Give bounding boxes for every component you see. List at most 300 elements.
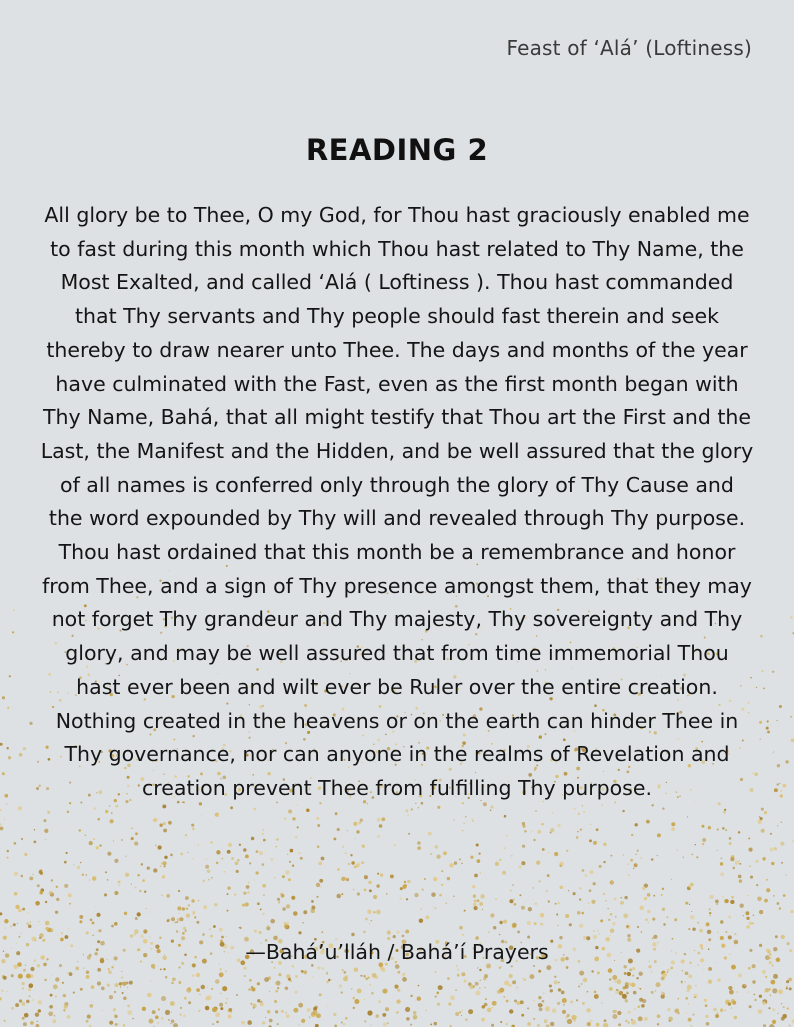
gold-dot	[383, 1023, 387, 1027]
gold-dot	[728, 935, 732, 939]
gold-dot	[265, 1017, 266, 1018]
gold-dot	[300, 857, 303, 860]
gold-dot	[345, 1017, 348, 1020]
gold-dot	[762, 970, 766, 974]
gold-dot	[764, 991, 766, 993]
gold-dot	[44, 979, 46, 981]
gold-dot	[512, 980, 516, 984]
gold-dot	[107, 879, 109, 881]
gold-dot	[97, 981, 101, 985]
gold-dot	[756, 884, 758, 886]
gold-dot	[225, 970, 227, 972]
gold-dot	[688, 1018, 692, 1022]
gold-dot	[499, 921, 502, 924]
gold-dot	[183, 927, 186, 930]
gold-dot	[44, 829, 48, 833]
gold-dot	[35, 901, 40, 906]
gold-dot	[386, 893, 388, 895]
gold-dot	[475, 990, 480, 995]
gold-dot	[667, 971, 668, 972]
gold-dot	[11, 1007, 14, 1010]
gold-dot	[373, 895, 377, 899]
gold-dot	[376, 910, 381, 915]
gold-dot	[151, 964, 155, 968]
gold-dot	[120, 986, 121, 987]
gold-dot	[243, 967, 246, 970]
gold-dot	[695, 844, 696, 845]
gold-dot	[534, 922, 537, 925]
gold-dot	[178, 981, 181, 984]
gold-dot	[24, 1013, 29, 1018]
gold-dot	[311, 900, 314, 903]
gold-dot	[730, 900, 734, 904]
gold-dot	[274, 877, 275, 878]
gold-dot	[311, 906, 315, 910]
gold-dot	[295, 836, 297, 838]
gold-dot	[435, 995, 437, 997]
gold-dot	[689, 904, 690, 905]
gold-dot	[115, 1023, 118, 1026]
gold-dot	[228, 1015, 232, 1019]
gold-dot	[295, 975, 298, 978]
reading-passage: All glory be to Thee, O my God, for Thou hast graciously enabled me to fast during this month which Thou hast related to Thy Name, the Most Exalted, and called ‘Alá ( Loftiness ). Thou hast commanded that Thy servants and Thy people should fast therein and seek thereby to draw nearer unto Thee. The days and months of the year have culminated with the Fast, even as the first month began with Thy Name, Bahá, that all might testify that Thou art the First and the Last, the Manifest and the Hidden, and be well assured that the glory of all names is conferred only through the glory of Thy Cause and the word expounded by Thy will and revealed through Thy purpose. Thou hast ordained that this month be a remembrance and honor from Thee, and a sign of Thy presence amongst them, that they may not forget Thy grandeur and Thy majesty, Thy sovereignty and Thy glory, and may be well assured that from time immemorial Thou hast ever been and wilt ever be Ruler over the entire creation. Nothing created in the heavens or on the earth can hinder Thee in Thy governance, nor can anyone in the realms of Revelation and creation prevent Thee from fulfilling Thy purpose.	[40, 203, 754, 800]
gold-dot	[298, 1003, 303, 1008]
gold-dot	[108, 970, 112, 974]
gold-dot	[501, 966, 502, 967]
gold-dot	[535, 903, 537, 905]
gold-dot	[345, 975, 347, 977]
gold-dot	[382, 989, 387, 994]
gold-dot	[536, 861, 540, 865]
gold-dot	[772, 671, 774, 673]
gold-dot	[13, 609, 15, 611]
gold-dot	[292, 817, 295, 820]
gold-dot	[107, 852, 111, 856]
gold-dot	[748, 991, 750, 993]
gold-dot	[408, 833, 410, 835]
gold-dot	[239, 927, 241, 929]
gold-dot	[523, 978, 526, 981]
feast-title: Feast of ‘Alá’ (Loftiness)	[506, 36, 752, 60]
gold-dot	[140, 935, 143, 938]
gold-dot	[555, 903, 557, 905]
gold-dot	[186, 914, 190, 918]
gold-dot	[748, 895, 749, 896]
gold-dot	[369, 984, 371, 986]
gold-dot	[402, 935, 405, 938]
gold-dot	[92, 876, 96, 880]
gold-dot	[153, 818, 157, 822]
gold-dot	[237, 859, 239, 861]
gold-dot	[380, 874, 383, 877]
gold-dot	[215, 1012, 220, 1017]
gold-dot	[780, 790, 782, 792]
gold-dot	[285, 1012, 286, 1013]
gold-dot	[155, 845, 156, 846]
gold-dot	[379, 824, 383, 828]
gold-dot	[79, 829, 81, 831]
gold-dot	[160, 969, 162, 971]
gold-dot	[770, 980, 775, 985]
gold-dot	[254, 930, 257, 933]
gold-dot	[54, 1015, 56, 1017]
gold-dot	[728, 986, 732, 990]
gold-dot	[114, 891, 118, 895]
gold-dot	[127, 987, 128, 988]
gold-dot	[502, 871, 506, 875]
gold-dot	[225, 1002, 227, 1004]
gold-dot	[17, 923, 18, 924]
gold-dot	[648, 965, 651, 968]
gold-dot	[781, 862, 783, 864]
gold-dot	[14, 892, 17, 895]
gold-dot	[321, 931, 323, 933]
gold-dot	[550, 989, 553, 992]
gold-dot	[404, 881, 406, 883]
gold-dot	[548, 900, 550, 902]
gold-dot	[760, 635, 763, 638]
gold-dot	[547, 874, 550, 877]
gold-dot	[395, 964, 400, 969]
gold-dot	[749, 922, 752, 925]
gold-dot	[263, 829, 265, 831]
gold-dot	[363, 975, 366, 978]
gold-dot	[60, 989, 61, 990]
gold-dot	[579, 971, 584, 976]
gold-dot	[184, 997, 187, 1000]
gold-dot	[301, 1019, 305, 1023]
gold-dot	[441, 884, 443, 886]
gold-dot	[720, 872, 724, 876]
gold-dot	[722, 827, 725, 830]
gold-dot	[577, 911, 581, 915]
gold-dot	[499, 859, 501, 861]
gold-dot	[762, 857, 765, 860]
gold-dot	[417, 997, 421, 1001]
gold-dot	[309, 1017, 310, 1018]
gold-dot	[671, 827, 675, 831]
gold-dot	[421, 888, 423, 890]
gold-dot	[634, 1008, 636, 1010]
gold-dot	[637, 850, 639, 852]
gold-dot	[396, 999, 400, 1003]
gold-dot	[361, 844, 365, 848]
gold-dot	[495, 898, 497, 900]
gold-dot	[147, 993, 152, 998]
gold-dot	[477, 899, 480, 902]
gold-dot	[538, 996, 541, 999]
gold-dot	[63, 994, 66, 997]
gold-dot	[669, 1020, 671, 1022]
gold-dot	[269, 1019, 273, 1023]
gold-dot	[341, 991, 343, 993]
gold-dot	[205, 996, 209, 1000]
gold-dot	[599, 865, 602, 868]
gold-dot	[485, 998, 487, 1000]
gold-dot	[216, 862, 219, 865]
gold-dot	[288, 878, 291, 881]
gold-dot	[550, 828, 554, 832]
gold-dot	[371, 992, 374, 995]
gold-dot	[295, 991, 298, 994]
gold-dot	[438, 986, 442, 990]
gold-dot	[381, 968, 385, 972]
gold-dot	[316, 1013, 321, 1018]
gold-dot	[615, 990, 619, 994]
gold-dot	[612, 1014, 617, 1019]
gold-dot	[681, 981, 683, 983]
gold-dot	[245, 902, 249, 906]
gold-dot	[82, 873, 85, 876]
gold-dot	[636, 977, 638, 979]
gold-dot	[739, 879, 742, 882]
gold-dot	[709, 915, 710, 916]
gold-dot	[639, 972, 643, 976]
gold-dot	[587, 991, 589, 993]
gold-dot	[259, 851, 263, 855]
gold-dot	[251, 837, 254, 840]
gold-dot	[220, 1007, 223, 1010]
gold-dot	[609, 978, 611, 980]
gold-dot	[703, 969, 704, 970]
gold-dot	[337, 868, 339, 870]
gold-dot	[205, 1006, 210, 1011]
gold-dot	[113, 964, 114, 965]
gold-dot	[381, 817, 385, 821]
gold-dot	[331, 979, 332, 980]
gold-dot	[739, 860, 740, 861]
gold-dot	[45, 901, 47, 903]
gold-dot	[236, 870, 239, 873]
gold-dot	[509, 974, 513, 978]
gold-dot	[79, 915, 83, 919]
gold-dot	[752, 964, 756, 968]
gold-dot	[685, 971, 689, 975]
gold-dot	[326, 973, 328, 975]
gold-dot	[559, 936, 562, 939]
gold-dot	[275, 990, 278, 993]
gold-dot	[732, 1001, 736, 1005]
gold-dot	[21, 1002, 25, 1006]
gold-dot	[124, 912, 127, 915]
gold-dot	[790, 910, 793, 913]
gold-dot	[188, 1001, 191, 1004]
gold-dot	[248, 988, 251, 991]
gold-dot	[339, 984, 342, 987]
gold-dot	[192, 827, 195, 830]
gold-dot	[47, 811, 50, 814]
gold-dot	[321, 967, 324, 970]
gold-dot	[250, 1003, 252, 1005]
gold-dot	[479, 969, 481, 971]
gold-dot	[208, 879, 209, 880]
gold-dot	[707, 930, 712, 935]
gold-dot	[693, 1014, 695, 1016]
gold-dot	[432, 906, 433, 907]
gold-dot	[772, 988, 777, 993]
gold-dot	[415, 1000, 416, 1001]
gold-dot	[472, 818, 473, 819]
reading-heading: READING 2	[305, 133, 489, 167]
gold-dot	[558, 988, 561, 991]
gold-dot	[751, 922, 753, 924]
gold-dot	[269, 991, 270, 992]
gold-dot	[291, 896, 295, 900]
gold-dot	[396, 930, 399, 933]
gold-dot	[67, 1015, 71, 1019]
gold-dot	[661, 993, 663, 995]
gold-dot	[4, 794, 8, 798]
gold-dot	[369, 923, 370, 924]
gold-dot	[681, 983, 682, 984]
gold-dot	[45, 921, 50, 926]
gold-dot	[196, 921, 199, 924]
gold-dot	[360, 819, 363, 822]
gold-dot	[114, 922, 118, 926]
gold-dot	[767, 720, 769, 722]
gold-dot	[457, 974, 460, 977]
gold-dot	[534, 1000, 535, 1001]
gold-dot	[22, 1017, 25, 1020]
gold-dot	[512, 884, 514, 886]
gold-dot	[692, 928, 695, 931]
gold-dot	[490, 810, 492, 812]
gold-dot	[119, 982, 122, 985]
gold-dot	[0, 823, 2, 825]
gold-dot	[202, 933, 205, 936]
gold-dot	[640, 988, 642, 990]
gold-dot	[183, 1015, 185, 1017]
gold-dot	[573, 892, 576, 895]
gold-dot	[713, 1008, 717, 1012]
gold-dot	[104, 893, 107, 896]
gold-dot	[691, 854, 692, 855]
gold-dot	[286, 1014, 290, 1018]
gold-dot	[617, 1011, 621, 1015]
gold-dot	[528, 907, 532, 911]
gold-dot	[216, 814, 219, 817]
gold-dot	[535, 810, 537, 812]
gold-dot	[663, 923, 665, 925]
gold-dot	[178, 890, 180, 892]
gold-dot	[4, 819, 5, 820]
gold-dot	[774, 847, 777, 850]
gold-dot	[97, 968, 101, 972]
gold-dot	[364, 875, 368, 879]
gold-dot	[631, 1019, 633, 1021]
gold-dot	[285, 987, 289, 991]
gold-dot	[165, 976, 168, 979]
gold-dot	[483, 977, 486, 980]
gold-dot	[612, 922, 615, 925]
gold-dot	[729, 837, 732, 840]
gold-dot	[173, 1023, 178, 1027]
gold-dot	[64, 861, 67, 864]
gold-dot	[176, 921, 178, 923]
gold-dot	[455, 1012, 459, 1016]
gold-dot	[783, 894, 786, 897]
gold-dot	[97, 818, 100, 821]
gold-dot	[170, 1001, 175, 1006]
gold-dot	[13, 923, 16, 926]
gold-dot	[406, 1017, 410, 1021]
gold-dot	[540, 923, 542, 925]
gold-dot	[93, 838, 95, 840]
gold-dot	[756, 687, 757, 688]
gold-dot	[666, 916, 668, 918]
gold-dot	[34, 829, 35, 830]
gold-dot	[461, 863, 462, 864]
gold-dot	[671, 879, 672, 880]
gold-dot	[783, 1006, 785, 1008]
gold-dot	[39, 933, 43, 937]
gold-dot	[582, 1002, 585, 1005]
gold-dot	[219, 972, 224, 977]
gold-dot	[777, 764, 780, 767]
gold-dot	[524, 830, 527, 833]
gold-dot	[733, 867, 736, 870]
gold-dot	[157, 845, 161, 849]
gold-dot	[615, 1010, 617, 1012]
gold-dot	[180, 853, 183, 856]
gold-dot	[686, 1012, 687, 1013]
gold-dot	[228, 843, 232, 847]
gold-dot	[638, 988, 640, 990]
gold-dot	[321, 857, 325, 861]
gold-dot	[159, 824, 162, 827]
gold-dot	[121, 839, 123, 841]
gold-dot	[23, 747, 26, 750]
gold-dot	[134, 934, 136, 936]
gold-dot	[258, 931, 261, 934]
gold-dot	[434, 845, 438, 849]
gold-dot	[298, 852, 300, 854]
gold-dot	[516, 1001, 520, 1005]
gold-dot	[508, 984, 511, 987]
gold-dot	[593, 930, 595, 932]
gold-dot	[292, 965, 294, 967]
gold-dot	[7, 850, 9, 852]
gold-dot	[640, 857, 641, 858]
gold-dot	[770, 995, 772, 997]
gold-dot	[789, 987, 792, 990]
gold-dot	[789, 1025, 791, 1027]
gold-dot	[28, 925, 32, 929]
gold-dot	[443, 851, 447, 855]
gold-dot	[37, 884, 40, 887]
gold-dot	[157, 1022, 159, 1024]
gold-dot	[161, 894, 163, 896]
gold-dot	[739, 863, 741, 865]
gold-dot	[246, 885, 250, 889]
gold-dot	[317, 966, 320, 969]
gold-dot	[28, 912, 29, 913]
gold-dot	[141, 863, 143, 865]
gold-dot	[586, 1010, 587, 1011]
gold-dot	[579, 887, 581, 889]
gold-dot	[28, 983, 33, 988]
gold-dot	[532, 887, 534, 889]
gold-dot	[357, 892, 360, 895]
gold-dot	[301, 970, 304, 973]
gold-dot	[615, 916, 617, 918]
gold-dot	[516, 988, 517, 989]
gold-dot	[688, 974, 692, 978]
gold-dot	[717, 931, 719, 933]
gold-dot	[267, 1010, 271, 1014]
gold-dot	[293, 911, 298, 916]
gold-dot	[270, 919, 275, 924]
